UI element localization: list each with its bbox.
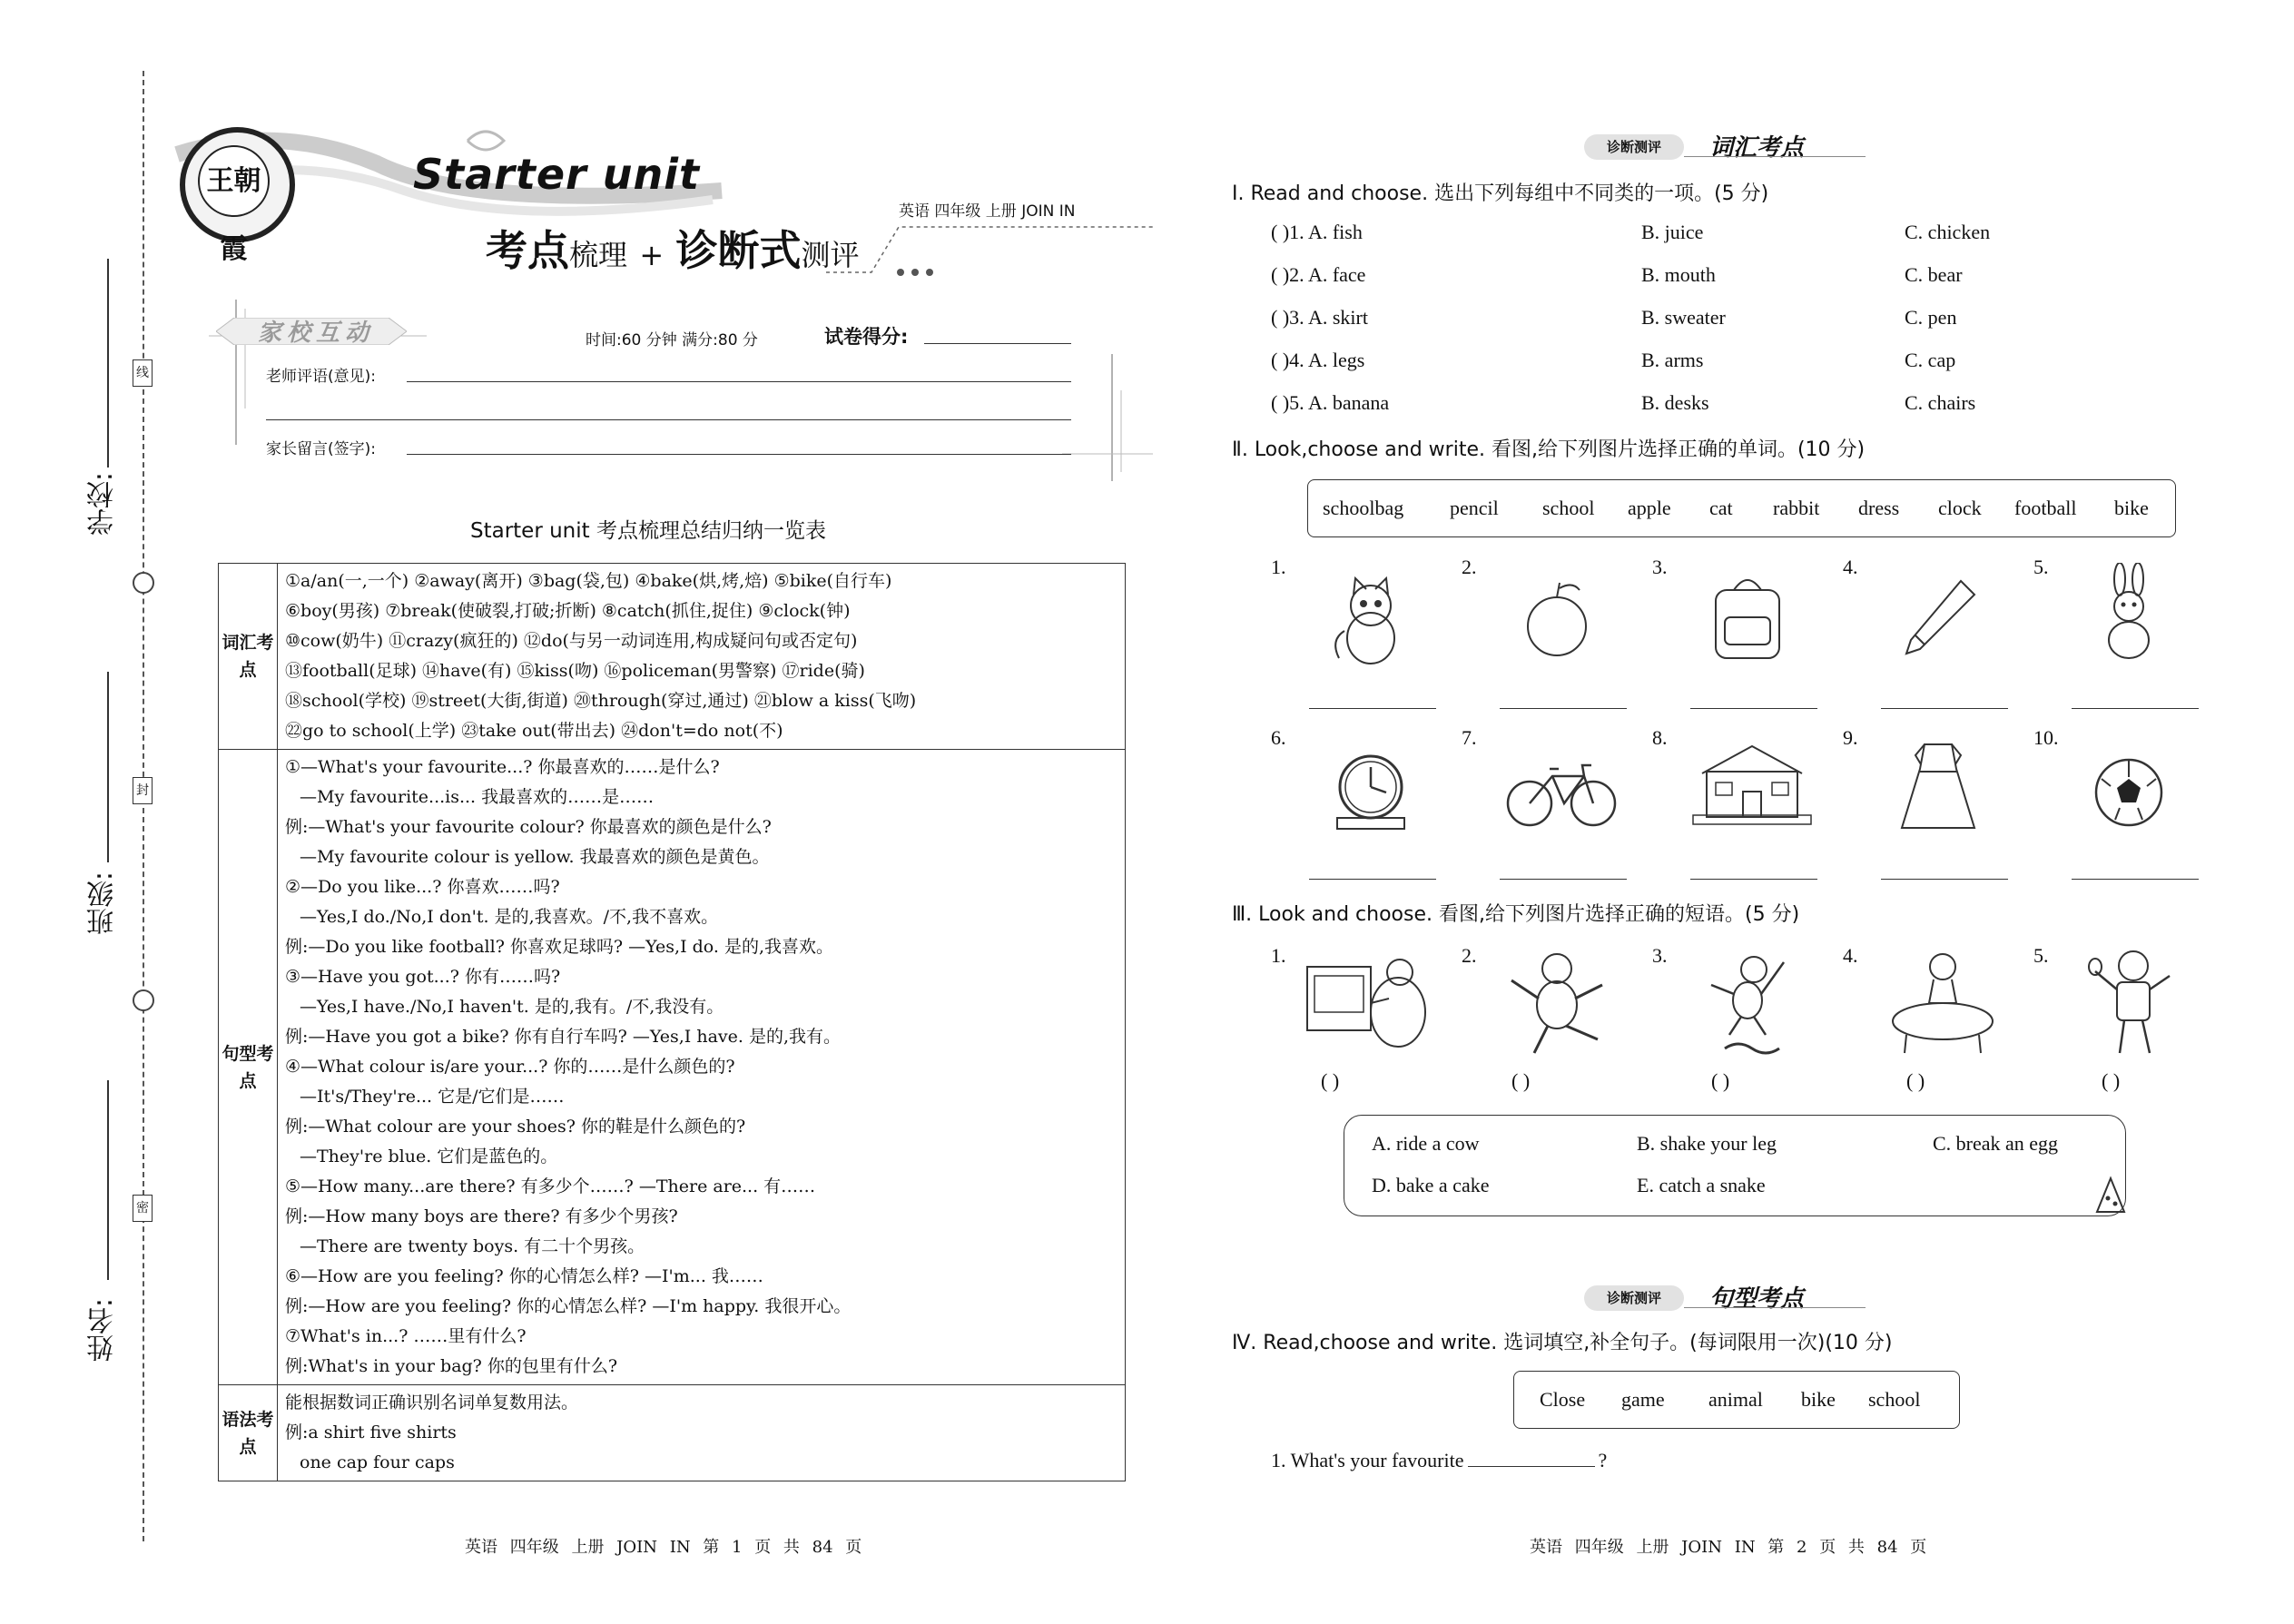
vocab-line: ⑬football(足球) ⑭have(有) ⑮kiss(吻) ⑯policeman(男警察) ⑰ride(骑) — [285, 661, 865, 681]
q1-heading: Ⅰ. Read and choose. 选出下列每组中不同类的一项。(5 分) — [1232, 182, 1769, 205]
q3-answer-slot[interactable]: ( ) — [2102, 1069, 2121, 1092]
section-arrow — [1684, 1307, 1866, 1308]
subtitle-plus: + — [639, 238, 665, 272]
section-title: 词汇考点 — [1709, 134, 1805, 162]
vocab-section-header — [1584, 129, 1875, 165]
q2-answer-line[interactable] — [1881, 708, 2008, 709]
q2-answer-line[interactable] — [2072, 879, 2199, 880]
q1-item-c: C. chairs — [1905, 391, 1976, 414]
logo-text: 王朝霞 — [198, 145, 270, 217]
party-hat-icon — [2088, 1171, 2133, 1216]
q3-answer-slot[interactable]: ( ) — [1906, 1069, 1925, 1092]
word-bank-item: Close — [1540, 1388, 1586, 1411]
parent-note-label: 家长留言(签字): — [266, 440, 376, 458]
word-bank-item: pencil — [1450, 497, 1499, 519]
sentence-line: 例:—What colour are your shoes? 你的鞋是什么颜色的? — [285, 1117, 746, 1137]
q1-item-c: C. bear — [1905, 263, 1963, 286]
q3-heading: Ⅲ. Look and choose. 看图,给下列图片选择正确的短语。(5 分) — [1232, 903, 1800, 926]
schoolbag-picture — [1698, 567, 1797, 667]
sentence-line: —Yes,I do./No,I don't. 是的,我喜欢。/不,我不喜欢。 — [300, 907, 719, 927]
q3-answer-slot[interactable]: ( ) — [1511, 1069, 1531, 1092]
word-bank-item: apple — [1628, 497, 1671, 519]
teacher-comment-label: 老师评语(意见): — [266, 368, 376, 386]
grammar-line: one cap four caps — [300, 1452, 455, 1472]
q3-option: D. bake a cake — [1372, 1174, 1490, 1196]
q2-answer-line[interactable] — [1309, 879, 1436, 880]
q2-num: 6. — [1271, 726, 1286, 749]
q2-answer-line[interactable] — [2072, 708, 2199, 709]
q3-options-box — [1344, 1115, 2126, 1216]
school-field-line[interactable] — [107, 259, 109, 468]
word-bank-item: clock — [1938, 497, 1982, 519]
grammar-line: 例:a shirt five shirts — [285, 1422, 457, 1442]
q3-num: 2. — [1462, 944, 1477, 967]
sentence-line: —My favourite colour is yellow. 我最喜欢的颜色是黄色。 — [300, 847, 770, 867]
q2-num: 3. — [1652, 556, 1668, 578]
unit-title: Starter unit — [413, 150, 700, 199]
name-label: 姓名: — [87, 1298, 119, 1363]
word-bank-item: cat — [1709, 497, 1733, 519]
q2-answer-line[interactable] — [1309, 708, 1436, 709]
q4-word-bank — [1513, 1371, 1960, 1429]
q1-item-a[interactable]: ( )2. A. face — [1271, 263, 1366, 286]
q2-num: 1. — [1271, 556, 1286, 578]
subtitle-part: 梳理 — [569, 238, 628, 272]
time-info: 时间:60 分钟 满分:80 分 — [586, 331, 758, 349]
q3-option: E. catch a snake — [1637, 1174, 1766, 1196]
q2-answer-line[interactable] — [1690, 879, 1817, 880]
ride-cow-picture — [1879, 949, 2006, 1058]
grammar-content — [278, 1385, 1126, 1481]
word-bank-item: bike — [2114, 497, 2149, 519]
q3-num: 4. — [1843, 944, 1858, 967]
summary-title: Starter unit 考点梳理总结归纳一览表 — [470, 519, 826, 543]
vocab-line: ⑱school(学校) ⑲street(大街,街道) ⑳through(穿过,通过) ㉑blow a kiss(飞吻) — [285, 691, 917, 711]
sentence-line: —There are twenty boys. 有二十个男孩。 — [300, 1236, 645, 1256]
sentence-end: ? — [1598, 1449, 1608, 1471]
vocab-line: ㉒go to school(上学) ㉓take out(带出去) ㉔don't=do not(不) — [285, 721, 783, 741]
clock-picture — [1321, 740, 1421, 840]
section-arrow — [1684, 156, 1866, 157]
sentence-line: 例:—What's your favourite colour? 你最喜欢的颜色是什么? — [285, 817, 772, 837]
q1-item-b: B. arms — [1641, 349, 1704, 371]
q1-item-b: B. desks — [1641, 391, 1709, 414]
word-bank-item: schoolbag — [1323, 497, 1404, 519]
word-bank-item: bike — [1801, 1388, 1836, 1411]
sentence-section-header — [1584, 1280, 1875, 1316]
binding-hole — [133, 989, 154, 1011]
parent-note-field[interactable] — [407, 454, 1071, 455]
binding-mark-seal: 封 — [133, 777, 153, 804]
word-bank-item: game — [1621, 1388, 1665, 1411]
sentence-line: 例:What's in your bag? 你的包里有什么? — [285, 1356, 618, 1376]
q2-num: 9. — [1843, 726, 1858, 749]
q2-num: 8. — [1652, 726, 1668, 749]
vocab-content — [278, 564, 1126, 750]
word-bank-item: dress — [1858, 497, 1900, 519]
q3-answer-slot[interactable]: ( ) — [1321, 1069, 1340, 1092]
q2-num: 5. — [2033, 556, 2049, 578]
q3-option: A. ride a cow — [1372, 1132, 1480, 1155]
q2-heading: Ⅱ. Look,choose and write. 看图,给下列图片选择正确的单词。(10 分) — [1232, 438, 1866, 461]
pencil-picture — [1888, 567, 1988, 667]
vocab-line: ⑥boy(男孩) ⑦break(使破裂,打破;折断) ⑧catch(抓住,捉住) ⑨clock(钟) — [285, 601, 851, 621]
grammar-row — [219, 1385, 1126, 1481]
cat-picture — [1321, 567, 1421, 667]
sentence-line: 例:—How are you feeling? 你的心情怎么样? —I'm happy. 我很开心。 — [285, 1296, 852, 1316]
sentence-line: —Yes,I have./No,I haven't. 是的,我有。/不,我没有。 — [300, 997, 724, 1017]
book-tagline: 英语 四年级 上册 JOIN IN — [899, 202, 1076, 221]
sentence-line: 例:—Have you got a bike? 你有自行车吗? —Yes,I have. 是的,我有。 — [285, 1027, 841, 1047]
q1-item-a[interactable]: ( )5. A. banana — [1271, 391, 1390, 414]
vocab-line: ⑩cow(奶牛) ⑪crazy(疯狂的) ⑫do(与另一动词连用,构成疑问句或否定句) — [285, 631, 858, 651]
rabbit-picture — [2079, 563, 2179, 663]
section-pill: 诊断测评 — [1584, 134, 1684, 160]
summary-table — [218, 563, 1126, 1481]
score-field[interactable] — [924, 343, 1071, 344]
q3-answer-slot[interactable]: ( ) — [1711, 1069, 1730, 1092]
bake-cake-picture — [1298, 949, 1434, 1058]
subtitle-part: 考点 — [486, 226, 569, 275]
q3-num: 1. — [1271, 944, 1286, 967]
sentence-line: ⑤—How many...are there? 有多少个……? —There are... 有…… — [285, 1176, 816, 1196]
score-label — [824, 322, 908, 349]
sentence-line: ②—Do you like...? 你喜欢……吗? — [285, 877, 560, 897]
q2-word-bank — [1307, 479, 2176, 537]
word-bank-item: rabbit — [1773, 497, 1820, 519]
vocab-line: ①a/an(一,一个) ②away(离开) ③bag(袋,包) ④bake(烘,烤,焙) ⑤bike(自行车) — [285, 571, 892, 591]
q2-answer-line[interactable] — [1690, 708, 1817, 709]
word-bank-item: school — [1542, 497, 1595, 519]
q1-item-a[interactable]: ( )1. A. fish — [1271, 221, 1363, 243]
q2-answer-line[interactable] — [1500, 708, 1627, 709]
q4-heading: Ⅳ. Read,choose and write. 选词填空,补全句子。(每词限用一次)(10 分) — [1232, 1332, 1893, 1354]
subtitle-part: 测评 — [801, 238, 860, 272]
word-bank-item: football — [2014, 497, 2077, 519]
q2-num: 2. — [1462, 556, 1477, 578]
class-label: 班级: — [87, 871, 119, 936]
sentence-line: ⑦What's in...? ……里有什么? — [285, 1326, 527, 1346]
school-picture — [1689, 735, 1816, 835]
grammar-label: 语法考点 — [222, 1409, 274, 1457]
q1-item-a[interactable]: ( )3. A. skirt — [1271, 306, 1368, 329]
dress-picture — [1888, 737, 1988, 837]
catch-snake-picture — [1698, 944, 1797, 1062]
q1-item-c: C. cap — [1905, 349, 1956, 371]
publisher-logo — [180, 127, 295, 265]
sentence-category — [219, 750, 278, 1385]
word-bank-item: animal — [1708, 1388, 1763, 1411]
binding-dash-line — [143, 71, 144, 1541]
vocab-label: 词汇考点 — [222, 633, 274, 680]
q1-item-b: B. mouth — [1641, 263, 1716, 286]
q4-sentence-1 — [1271, 1449, 1607, 1472]
sentence-line: ⑥—How are you feeling? 你的心情怎么样? —I'm... 我…… — [285, 1266, 763, 1286]
school-label: 学校: — [87, 472, 119, 536]
sentence-label: 句型考点 — [222, 1043, 274, 1091]
sentence-line: —It's/They're... 它是/它们是…… — [300, 1087, 565, 1107]
sentence-line: ①—What's your favourite...? 你最喜欢的……是什么? — [285, 757, 720, 777]
sentence-line: ④—What colour is/are your...? 你的……是什么颜色的? — [285, 1057, 735, 1077]
vocab-category — [219, 564, 278, 750]
section-pill: 诊断测评 — [1584, 1285, 1684, 1311]
word-bank-item: school — [1868, 1388, 1921, 1411]
teacher-comment-field-2[interactable] — [266, 419, 1071, 420]
sentence-row — [219, 750, 1126, 1385]
section-title: 句型考点 — [1709, 1285, 1805, 1313]
binding-mark-secret: 密 — [133, 1195, 153, 1222]
binding-mark-line: 线 — [133, 359, 153, 387]
q2-num: 7. — [1462, 726, 1477, 749]
family-school-banner: 家校互动 — [258, 320, 375, 347]
sentence-line: 例:—Do you like football? 你喜欢足球吗? —Yes,I do. 是的,我喜欢。 — [285, 937, 834, 957]
grammar-line: 能根据数词正确识别名词单复数用法。 — [285, 1393, 579, 1412]
vocab-row — [219, 564, 1126, 750]
q1-item-c: C. pen — [1905, 306, 1957, 329]
q2-answer-line[interactable] — [1881, 879, 2008, 880]
sentence-line: 例:—How many boys are there? 有多少个男孩? — [285, 1206, 678, 1226]
subtitle-part: 诊断式 — [675, 226, 802, 275]
q2-answer-line[interactable] — [1500, 879, 1627, 880]
q2-num: 4. — [1843, 556, 1858, 578]
name-field-line[interactable] — [107, 1080, 109, 1280]
sentence-line: —My favourite...is... 我最喜欢的……是…… — [300, 787, 655, 807]
q1-item-c: C. chicken — [1905, 221, 1991, 243]
page-subtitle — [486, 218, 860, 278]
score-label-text: 试卷得分: — [824, 326, 909, 348]
shake-leg-picture — [1498, 949, 1616, 1058]
q4-blank[interactable] — [1468, 1466, 1595, 1467]
binding-hole — [133, 572, 154, 594]
sentence-content — [278, 750, 1126, 1385]
grammar-category — [219, 1385, 278, 1481]
q3-num: 3. — [1652, 944, 1668, 967]
footer-right: 英语 四年级 上册 JOIN IN 第 2 页 共 84 页 — [1530, 1538, 1927, 1557]
teacher-comment-field[interactable] — [407, 381, 1071, 382]
sentence-line: ③—Have you got...? 你有……吗? — [285, 967, 561, 987]
footer-left: 英语 四年级 上册 JOIN IN 第 1 页 共 84 页 — [465, 1538, 862, 1557]
q3-option: B. shake your leg — [1637, 1132, 1777, 1155]
q2-num: 10. — [2033, 726, 2059, 749]
class-field-line[interactable] — [107, 672, 109, 862]
q1-item-b: B. juice — [1641, 221, 1704, 243]
sentence-line: —They're blue. 它们是蓝色的。 — [300, 1147, 558, 1166]
apple-picture — [1507, 572, 1607, 672]
sentence-text: 1. What's your favourite — [1271, 1449, 1464, 1471]
q1-item-a[interactable]: ( )4. A. legs — [1271, 349, 1365, 371]
football-picture — [2079, 743, 2179, 842]
break-egg-picture — [2079, 944, 2188, 1062]
q3-option: C. break an egg — [1933, 1132, 2059, 1155]
header-dotted-decoration — [817, 218, 1162, 281]
bike-picture — [1502, 740, 1620, 840]
q3-num: 5. — [2033, 944, 2049, 967]
q1-item-b: B. sweater — [1641, 306, 1726, 329]
